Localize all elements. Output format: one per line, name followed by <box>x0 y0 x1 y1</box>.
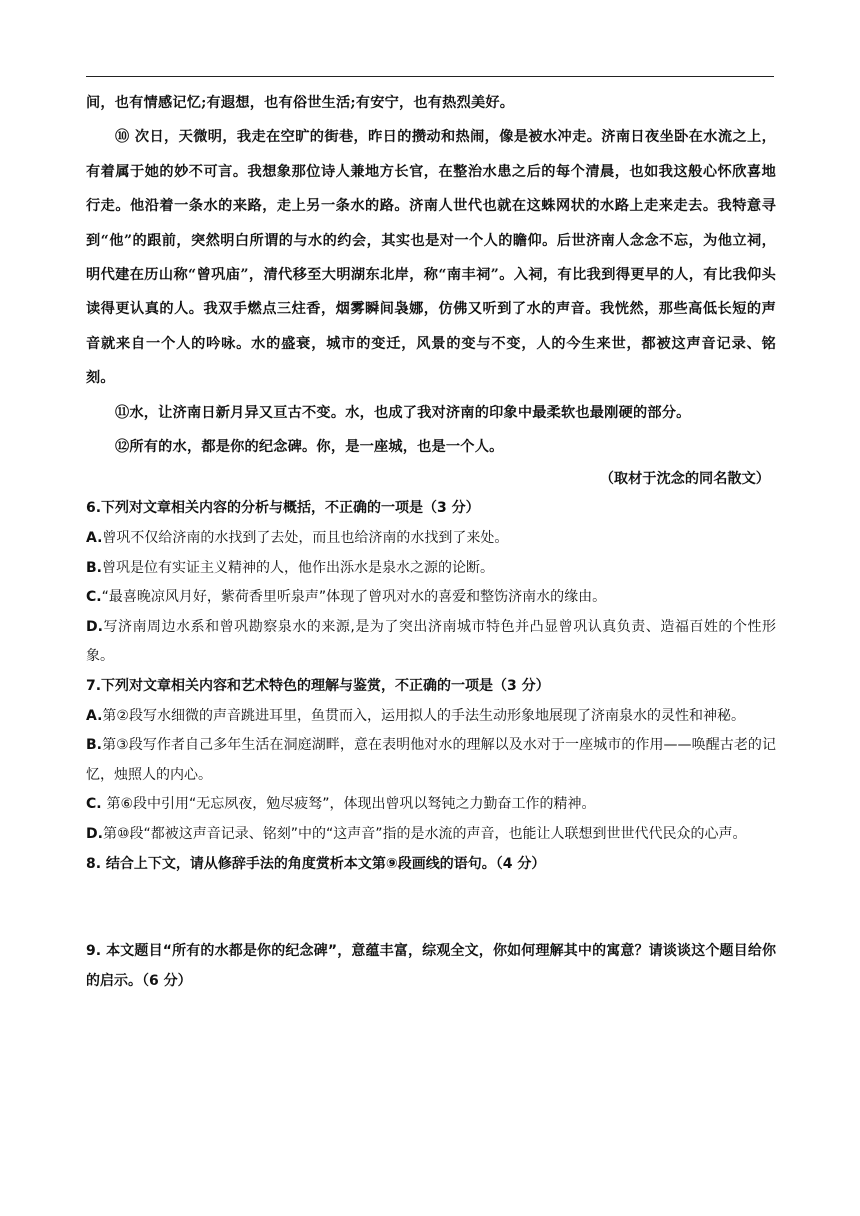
option-text: 第⑥段中引用“无忘夙夜，勉尽疲驽”，体现出曾巩以驽钝之力勤奋工作的精神。 <box>106 796 596 813</box>
question-6-option-c <box>86 583 776 613</box>
option-letter: D. <box>86 618 103 635</box>
question-7 <box>86 672 776 850</box>
option-text: 曾巩是位有实证主义精神的人，他作出泺水是泉水之源的论断。 <box>102 559 494 576</box>
question-7-stem: 7.下列对文章相关内容和艺术特色的理解与鉴赏，不正确的一项是（3 分） <box>86 678 550 695</box>
question-6-option-b <box>86 554 776 584</box>
question-6 <box>86 494 776 672</box>
option-letter: A. <box>86 707 103 724</box>
option-letter: D. <box>86 826 103 842</box>
option-text: 曾巩不仅给济南的水找到了去处，而且也给济南的水找到了来处。 <box>102 530 509 547</box>
option-letter: C. <box>86 589 102 606</box>
option-text: 写济南周边水系和曾巩勘察泉水的来源,是为了突出济南城市特色并凸显曾巩认真负责、造福百姓的个性形象。 <box>86 618 776 665</box>
option-text: 第③段写作者自己多年生活在洞庭湖畔，意在表明他对水的理解以及水对于一座城市的作用——唤醒古老的记忆，烛照人的内心。 <box>86 737 776 783</box>
option-text: “最喜晚凉风月好，紫荷香里听泉声”体现了曾巩对水的喜爱和整饬济南水的缘由。 <box>101 589 607 606</box>
option-text: 第②段写水细微的声音跳进耳里，鱼贯而入，运用拟人的手法生动形象地展现了济南泉水的灵性和神秘。 <box>102 707 745 724</box>
option-letter: C. <box>86 796 107 813</box>
passage-paragraph-11: ⑪水，让济南日新月异又亘古不变。水，也成了我对济南的印象中最柔软也最刚硬的部分。 <box>115 404 691 421</box>
question-6-option-d <box>86 613 776 672</box>
passage-paragraph-12: ⑫所有的水，都是你的纪念碑。你，是一座城，也是一个人。 <box>115 439 504 456</box>
answer-space <box>86 879 776 937</box>
question-6-option-a <box>86 524 776 554</box>
question-8-stem: 8. 结合上下文，请从修辞手法的角度赏析本文第⑨段画线的语句。（4 分） <box>86 855 546 872</box>
option-text: 第⑩段“都被这声音记录、铭刻”中的“这声音”指的是水流的声音，也能让人联想到世世代代民众的心声。 <box>102 826 747 842</box>
option-letter: B. <box>86 559 102 576</box>
passage-paragraph-10: ⑩ 次日，天微明，我走在空旷的街巷，昨日的攒动和热闹，像是被水冲走。济南日夜坐卧在水流之上，有着属于她的妙不可言。我想象那位诗人兼地方长官，在整治水患之后的每个清晨，也如我这般心怀欣喜地行走。他沿着一条水的来路，走上另一条水的路。济南人世代也就在这蛛网状的水路上走来走去。我特意寻到“他”的跟前，突然明白所谓的与水的约会，其实也是对一个人的瞻仰。后世济南人念念不忘，为他立祠，明代建在历山称“曾巩庙”，清代移至大明湖东北岸，称“南丰祠”。入祠，有比我到得更早的人，有比我仰头读得更认真的人。我双手燃点三炷香，烟雾瞬间袅娜，仿佛又听到了水的声音。我恍然，那些高低长短的声音就来自一个人的吟咏。水的盛衰，城市的变迁，风景的变与不变，人的今生来世，都被这声音记录、铭刻。 <box>86 129 776 387</box>
header-rule <box>86 76 774 77</box>
question-7-option-b <box>86 731 776 790</box>
question-7-option-a <box>86 702 776 732</box>
question-6-stem: 6.下列对文章相关内容的分析与概括，不正确的一项是（3 分） <box>86 500 480 517</box>
question-7-option-c <box>86 790 776 820</box>
option-letter: A. <box>86 530 103 547</box>
document-body <box>86 86 776 996</box>
question-7-option-d <box>86 820 776 850</box>
option-letter: B. <box>86 737 102 754</box>
passage-paragraph-continued: 间，也有情感记忆;有遐想，也有俗世生活;有安宁，也有热烈美好。 <box>86 95 515 111</box>
question-9-stem: 9. 本文题目“所有的水都是你的纪念碑”，意蕴丰富，综观全文，你如何理解其中的寓意？请谈谈这个题目给你的启示。（6 分） <box>86 943 776 989</box>
passage-source: （取材于沈念的同名散文） <box>599 471 770 488</box>
